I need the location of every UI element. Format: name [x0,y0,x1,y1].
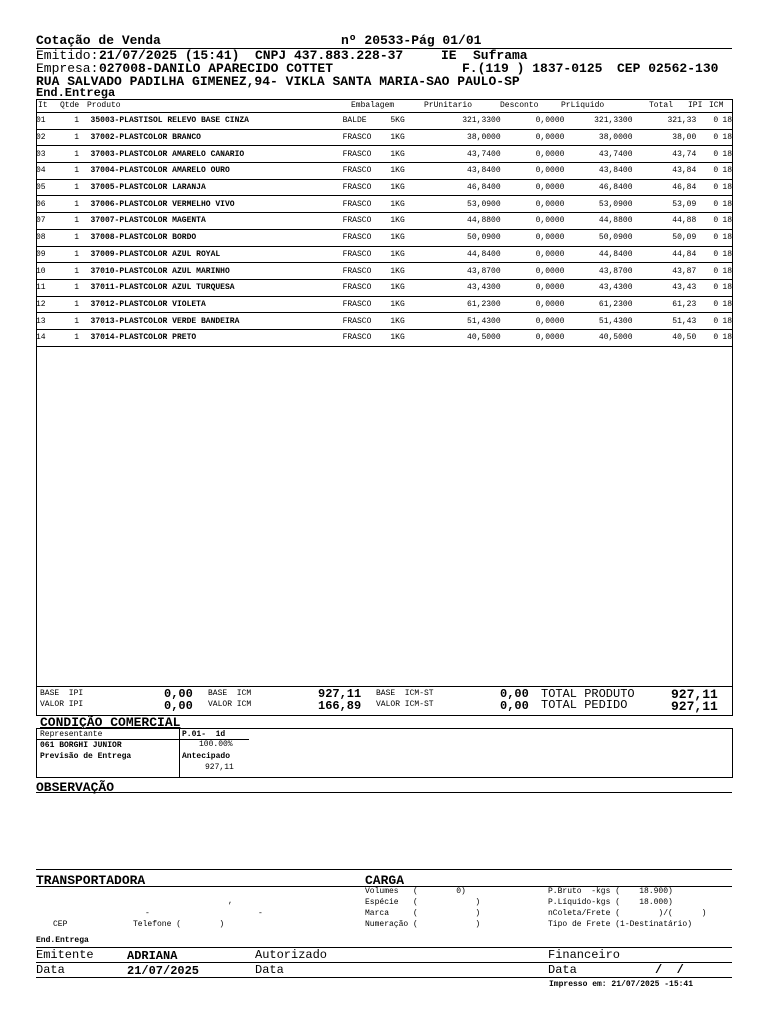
data-financeiro-value: / / [655,963,684,977]
item-produto: 37008-PLASTCOLOR BORDO [91,229,343,246]
base-icm-value: 927,11 [318,687,362,701]
col-qtde: Qtde [60,101,80,110]
item-prliquido: 61,2300 [564,296,632,313]
item-total: 46,84 [633,179,697,196]
carga-tipo-frete: Tipo de Frete (1-Destinatário) [548,920,693,929]
item-it: 09 [36,246,72,263]
item-prunitario: 44,8400 [421,246,500,263]
item-prunitario: 61,2300 [421,296,500,313]
carga-peso-liquido: P.Líquido-kgs ( 18.000) [548,898,673,907]
item-produto: 37004-PLASTCOLOR AMARELO OURO [91,163,343,180]
table-row [36,246,732,263]
observacao-title: OBSERVAÇÃO [36,780,115,795]
item-unidade: 1KG [390,329,421,346]
item-icm: 18 [718,213,732,230]
item-prunitario: 40,5000 [421,329,500,346]
table-row [36,163,732,180]
suframa: Suframa [473,48,528,63]
item-total: 43,87 [633,263,697,280]
item-desconto: 0,0000 [501,129,565,146]
condicao-title: CONDIÇÃO COMERCIAL [40,715,181,730]
item-desconto: 0,0000 [501,213,565,230]
item-icm: 18 [718,163,732,180]
item-desconto: 0,0000 [501,113,565,129]
item-icm: 18 [718,146,732,163]
valor-icmst-value: 0,00 [500,699,529,713]
item-qtde: 1 [72,146,90,163]
table-row [36,113,732,129]
transportadora-title: TRANSPORTADORA [36,873,146,888]
item-icm: 18 [718,296,732,313]
item-ipi: 0 [696,196,718,213]
item-embalagem: FRASCO [343,129,391,146]
item-icm: 18 [718,263,732,280]
condicao-pagamento: P.01- 1d [182,730,226,739]
autorizado-label: Autorizado [255,948,328,962]
item-produto: 37007-PLASTCOLOR MAGENTA [91,213,343,230]
table-row [36,279,732,296]
item-total: 53,09 [633,196,697,213]
item-produto: 37009-PLASTCOLOR AZUL ROYAL [91,246,343,263]
item-it: 02 [36,129,72,146]
item-icm: 18 [718,129,732,146]
transport-cep: CEP [53,920,68,929]
item-embalagem: FRASCO [343,196,391,213]
item-it: 03 [36,146,72,163]
item-produto: 37010-PLASTCOLOR AZUL MARINHO [91,263,343,280]
footer-top-rule [36,947,732,948]
item-prunitario: 44,8800 [421,213,500,230]
item-unidade: 1KG [390,263,421,280]
item-total: 61,23 [633,296,697,313]
valor-icm-value: 166,89 [318,699,362,713]
col-produto: Produto [87,101,121,110]
condicao-divider [179,728,180,777]
item-desconto: 0,0000 [501,179,565,196]
empresa-label: Empresa: [36,61,99,76]
base-icm-label: BASE ICM [208,689,252,698]
item-icm: 18 [718,329,732,346]
fone: F.(119 ) 1837-0125 [462,61,603,76]
item-total: 43,84 [633,163,697,180]
valor-icmst-label: VALOR ICM-ST [376,700,434,709]
col-desconto: Desconto [500,101,539,110]
col-it: It [38,101,48,110]
item-it: 04 [36,163,72,180]
item-prliquido: 43,8400 [564,163,632,180]
condicao-valor: 927,11 [205,763,234,772]
carga-ncoleta-frete: nColeta/Frete ( )/( ) [548,909,707,918]
item-prunitario: 51,4300 [421,313,500,330]
transport-comma: , [228,897,233,906]
cnpj: CNPJ 437.883.228-37 [255,48,404,63]
item-unidade: 1KG [390,213,421,230]
item-desconto: 0,0000 [501,229,565,246]
emitido-value: 21/07/2025 (15:41) [99,48,240,63]
item-it: 05 [36,179,72,196]
data-label: Data [36,963,65,977]
base-ipi-label: BASE IPI [40,689,84,698]
observacao-rule [36,792,732,793]
table-row [36,146,732,163]
footer-mid-rule [36,962,732,963]
item-total: 43,43 [633,279,697,296]
footer-bottom-rule [36,977,732,978]
item-qtde: 1 [72,113,90,129]
base-ipi-value: 0,00 [164,687,193,701]
transport-dash-1: - [145,909,150,918]
item-prliquido: 44,8800 [564,213,632,230]
total-produto-value: 927,11 [671,687,718,702]
item-desconto: 0,0000 [501,263,565,280]
condicao-subrule [36,739,179,740]
item-unidade: 1KG [390,196,421,213]
item-desconto: 0,0000 [501,279,565,296]
item-ipi: 0 [696,179,718,196]
item-qtde: 1 [72,263,90,280]
end-entrega: End.Entrega [36,86,116,100]
item-desconto: 0,0000 [501,296,565,313]
item-prliquido: 40,5000 [564,329,632,346]
col-icm: ICM [709,101,724,110]
representante-value: 061 BORGHI JUNIOR [40,741,122,750]
item-icm: 18 [718,279,732,296]
total-pedido-label: TOTAL PEDIDO [541,698,628,712]
item-prliquido: 51,4300 [564,313,632,330]
item-embalagem: FRASCO [343,213,391,230]
item-total: 44,84 [633,246,697,263]
item-embalagem: BALDE [343,113,391,129]
carga-title: CARGA [365,873,405,888]
item-unidade: 1KG [390,129,421,146]
item-qtde: 1 [72,196,90,213]
item-embalagem: FRASCO [343,146,391,163]
item-it: 01 [36,113,72,129]
item-embalagem: FRASCO [343,263,391,280]
item-embalagem: FRASCO [343,279,391,296]
item-embalagem: FRASCO [343,163,391,180]
carga-numeracao: Numeração ( ) [365,920,481,929]
item-unidade: 1KG [390,146,421,163]
item-unidade: 5KG [390,113,421,129]
table-row [36,296,732,313]
item-qtde: 1 [72,246,90,263]
total-produto-label: TOTAL PRODUTO [541,687,635,701]
item-desconto: 0,0000 [501,246,565,263]
item-prunitario: 38,0000 [421,129,500,146]
emitido-label: Emitido: [36,48,99,63]
item-desconto: 0,0000 [501,329,565,346]
item-produto: 37003-PLASTCOLOR AMARELO CANARIO [91,146,343,163]
item-total: 43,74 [633,146,697,163]
item-ipi: 0 [696,213,718,230]
item-qtde: 1 [72,179,90,196]
item-it: 12 [36,296,72,313]
item-icm: 18 [718,196,732,213]
item-produto: 35003-PLASTISOL RELEVO BASE CINZA [91,113,343,129]
item-prunitario: 53,0900 [421,196,500,213]
col-prliquido: PrLiquido [561,101,605,110]
item-unidade: 1KG [390,279,421,296]
table-row [36,129,732,146]
transport-dash-2: - [258,909,263,918]
table-row [36,196,732,213]
item-ipi: 0 [696,229,718,246]
item-desconto: 0,0000 [501,146,565,163]
carga-marca: Marca ( ) [365,909,481,918]
item-produto: 37013-PLASTCOLOR VERDE BANDEIRA [91,313,343,330]
document-number: nº 20533-Pág 01/01 [341,33,482,48]
table-row [36,213,732,230]
base-icmst-label: BASE ICM-ST [376,689,434,698]
item-embalagem: FRASCO [343,179,391,196]
data-financeiro-label: Data [548,963,577,977]
item-embalagem: FRASCO [343,313,391,330]
table-row [36,179,732,196]
item-it: 10 [36,263,72,280]
item-qtde: 1 [72,313,90,330]
item-ipi: 0 [696,129,718,146]
item-it: 11 [36,279,72,296]
item-produto: 37002-PLASTCOLOR BRANCO [91,129,343,146]
item-prunitario: 43,7400 [421,146,500,163]
item-prunitario: 43,4300 [421,279,500,296]
item-prunitario: 50,0900 [421,229,500,246]
item-total: 40,50 [633,329,697,346]
item-prunitario: 43,8700 [421,263,500,280]
item-embalagem: FRASCO [343,329,391,346]
carga-volumes: Volumes ( 0) [365,887,466,896]
item-icm: 18 [718,313,732,330]
item-ipi: 0 [696,163,718,180]
condicao-frame [36,728,733,778]
item-unidade: 1KG [390,229,421,246]
item-total: 50,09 [633,229,697,246]
item-prliquido: 50,0900 [564,229,632,246]
item-prliquido: 43,8700 [564,263,632,280]
item-ipi: 0 [696,329,718,346]
item-qtde: 1 [72,229,90,246]
item-prliquido: 43,7400 [564,146,632,163]
item-prliquido: 44,8400 [564,246,632,263]
item-ipi: 0 [696,296,718,313]
financeiro-label: Financeiro [548,948,621,962]
item-unidade: 1KG [390,163,421,180]
item-it: 14 [36,329,72,346]
col-ipi: IPI [688,101,703,110]
item-produto: 37006-PLASTCOLOR VERMELHO VIVO [91,196,343,213]
table-row [36,263,732,280]
item-embalagem: FRASCO [343,246,391,263]
impresso-em: Impresso em: 21/07/2025 -15:41 [549,980,694,989]
empresa-value: 027008-DANILO APARECIDO COTTET [99,61,334,76]
item-qtde: 1 [72,129,90,146]
item-produto: 37005-PLASTCOLOR LARANJA [91,179,343,196]
cep: CEP 02562-130 [617,61,719,76]
item-total: 44,88 [633,213,697,230]
table-row [36,313,732,330]
item-unidade: 1KG [390,246,421,263]
item-it: 06 [36,196,72,213]
item-total: 321,33 [633,113,697,129]
data-value: 21/07/2025 [127,964,200,978]
item-unidade: 1KG [390,296,421,313]
carga-especie: Espécie ( ) [365,898,481,907]
item-unidade: 1KG [390,313,421,330]
condicao-percentual: 100.00% [199,740,233,749]
transport-telefone: Telefone ( ) [133,920,225,929]
item-produto: 37014-PLASTCOLOR PRETO [91,329,343,346]
item-it: 08 [36,229,72,246]
item-icm: 18 [718,113,732,129]
endereco: RUA SALVADO PADILHA GIMENEZ,94- VIKLA SANTA MARIA-SAO PAULO-SP [36,74,520,89]
carga-peso-bruto: P.Bruto -kgs ( 18.900) [548,887,673,896]
item-qtde: 1 [72,296,90,313]
item-embalagem: FRASCO [343,229,391,246]
item-desconto: 0,0000 [501,163,565,180]
item-prliquido: 321,3300 [564,113,632,129]
emitente-value: ADRIANA [127,949,178,963]
item-prunitario: 46,8400 [421,179,500,196]
document-title: Cotação de Venda [36,33,161,48]
item-qtde: 1 [72,279,90,296]
item-ipi: 0 [696,246,718,263]
item-prliquido: 43,4300 [564,279,632,296]
item-icm: 18 [718,229,732,246]
item-total: 38,00 [633,129,697,146]
transport-top-rule [36,869,732,870]
item-unidade: 1KG [390,179,421,196]
item-embalagem: FRASCO [343,296,391,313]
data-autorizado-label: Data [255,963,284,977]
item-ipi: 0 [696,279,718,296]
item-ipi: 0 [696,313,718,330]
item-it: 07 [36,213,72,230]
emitente-label: Emitente [36,948,94,962]
item-prunitario: 321,3300 [421,113,500,129]
valor-icm-label: VALOR ICM [208,700,252,709]
item-total: 51,43 [633,313,697,330]
item-prunitario: 43,8400 [421,163,500,180]
representante-label: Representante [40,730,103,739]
item-icm: 18 [718,179,732,196]
previsao-entrega: Previsão de Entrega [40,752,132,761]
col-prunitario: PrUnitario [424,101,473,110]
item-it: 13 [36,313,72,330]
ie: IE [441,48,457,63]
table-row [36,329,732,346]
item-qtde: 1 [72,213,90,230]
item-ipi: 0 [696,113,718,129]
item-desconto: 0,0000 [501,196,565,213]
total-pedido-value: 927,11 [671,699,718,714]
table-row [36,229,732,246]
item-prliquido: 46,8400 [564,179,632,196]
item-icm: 18 [718,246,732,263]
valor-ipi-value: 0,00 [164,699,193,713]
item-prliquido: 38,0000 [564,129,632,146]
valor-ipi-label: VALOR IPI [40,700,84,709]
col-total: Total [649,101,674,110]
condicao-antecipado: Antecipado [182,752,231,761]
item-prliquido: 53,0900 [564,196,632,213]
item-qtde: 1 [72,329,90,346]
item-produto: 37012-PLASTCOLOR VIOLETA [91,296,343,313]
item-produto: 37011-PLASTCOLOR AZUL TURQUESA [91,279,343,296]
base-icmst-value: 0,00 [500,687,529,701]
transport-end-entrega: End.Entrega [36,936,89,945]
item-qtde: 1 [72,163,90,180]
item-ipi: 0 [696,263,718,280]
item-desconto: 0,0000 [501,313,565,330]
items-table [36,113,732,347]
item-ipi: 0 [696,146,718,163]
col-embalagem: Embalagem [351,101,395,110]
